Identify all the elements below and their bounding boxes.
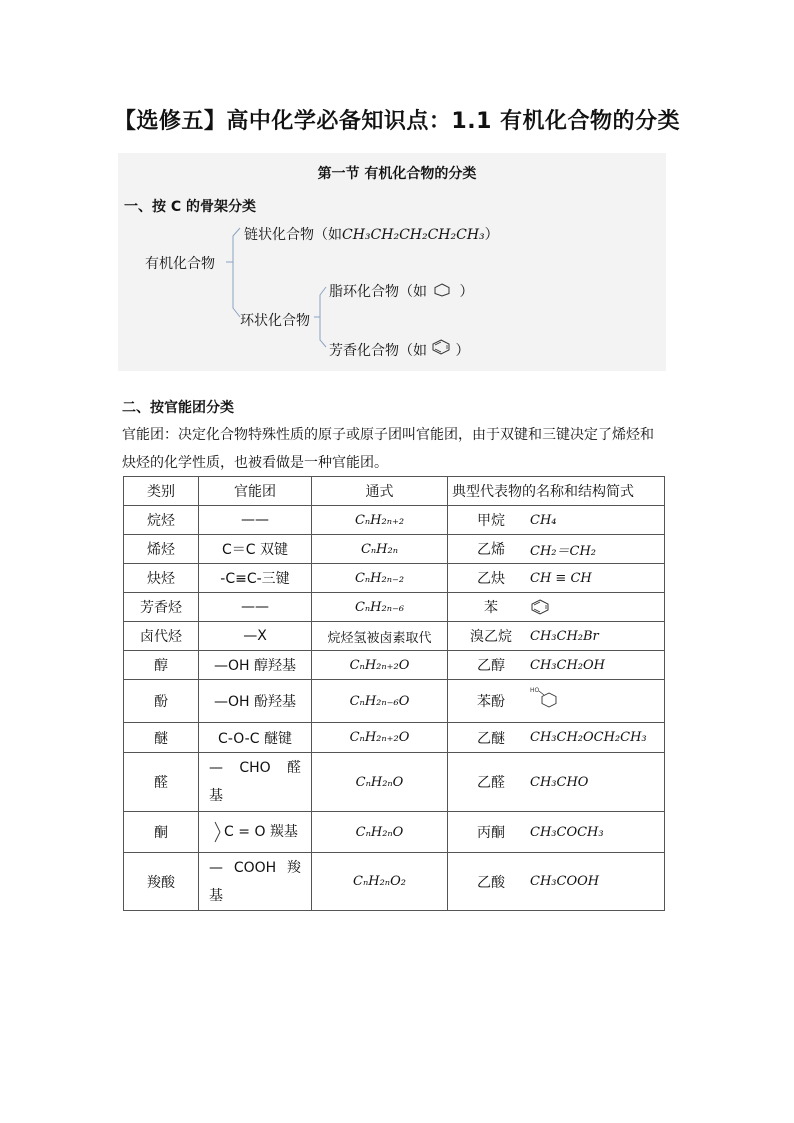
benzene-icon (431, 339, 451, 355)
rep-name: 乙醚 (477, 730, 505, 747)
cell-general: CₙH₂ₙ₋₆O (312, 680, 448, 723)
cell-representative (448, 506, 665, 535)
tree-root: 有机化合物 (145, 256, 215, 272)
rep-formula: CH₃COOH (530, 874, 600, 889)
table-row (124, 651, 665, 680)
cell-representative (448, 723, 665, 753)
rep-name: 乙烯 (477, 542, 505, 558)
rep-name: 苯酚 (477, 694, 505, 710)
rep-name: 乙炔 (477, 571, 505, 587)
cell-category: 烷烃 (124, 506, 199, 535)
rep-name: 甲烷 (477, 513, 505, 529)
cell-category: 羧酸 (124, 853, 199, 911)
table-row (124, 622, 665, 651)
part2-heading: 二、按官能团分类 (122, 400, 234, 416)
cell-representative (448, 651, 665, 680)
cell-category: 醛 (124, 753, 199, 812)
rep-formula: CH₃CH₂OCH₂CH₃ (530, 730, 647, 745)
cell-group: —X (199, 622, 312, 651)
phenol-ho-label: HO (530, 687, 540, 694)
cell-group (199, 753, 312, 812)
functional-group-definition: 官能团：决定化合物特殊性质的原子或原子团叫官能团，由于双键和三键决定了烯烃和炔烃的化学性质，也被看做是一种官能团。 (122, 427, 654, 471)
cell-representative (448, 853, 665, 911)
phenol-structure-icon (530, 685, 560, 709)
cell-category: 卤代烃 (124, 622, 199, 651)
cell-general: CₙH₂ₙ₊₂O (312, 723, 448, 753)
cell-representative (448, 812, 665, 853)
cell-category: 酚 (124, 680, 199, 723)
tree-alicyclic (329, 281, 473, 301)
table-row (124, 593, 665, 622)
rep-name: 溴乙烷 (470, 629, 512, 645)
benzene-icon (530, 599, 550, 615)
group-line-1: — COOH 羧 (209, 859, 301, 876)
group-line-1: — CHO 醛 (209, 760, 301, 776)
table-row (124, 535, 665, 564)
functional-group-table (123, 476, 665, 911)
section-title: 第一节 有机化合物的分类 (317, 166, 477, 182)
rep-formula: CH₄ (530, 512, 557, 528)
cell-group: —OH 醇羟基 (199, 651, 312, 680)
cell-representative (448, 680, 665, 723)
cell-category: 酮 (124, 812, 199, 853)
page-title: 【选修五】高中化学必备知识点：1.1 有机化合物的分类 (113, 109, 681, 134)
rep-formula: CH₃COCH₃ (530, 824, 604, 840)
group-line-2: 基 (209, 788, 223, 804)
table-row (124, 723, 665, 753)
cell-representative (448, 622, 665, 651)
chain-formula: CH₃CH₂CH₂CH₂CH₃ (342, 227, 485, 243)
cyclohexane-icon (433, 283, 451, 297)
cell-general: CₙH₂ₙ₋₂ (312, 564, 448, 593)
rep-name: 苯 (484, 600, 498, 616)
cell-group: C-O-C 醚键 (199, 723, 312, 753)
rep-name: 乙酸 (477, 874, 505, 891)
cell-group (199, 812, 312, 853)
cell-general: CₙH₂ₙO (312, 753, 448, 812)
aromatic-label: 芳香化合物（如 (329, 343, 427, 359)
table-row (124, 506, 665, 535)
rep-formula: CH₂＝CH₂ (530, 543, 596, 559)
cell-group: -C≡C-三键 (199, 564, 312, 593)
rep-formula: CH₃CHO (530, 774, 589, 790)
cell-group: —— (199, 506, 312, 535)
cell-representative (448, 593, 665, 622)
table-row (124, 853, 665, 911)
cell-representative (448, 564, 665, 593)
cell-group: C＝C 双键 (199, 535, 312, 564)
table-row (124, 753, 665, 812)
alicyclic-label: 脂环化合物（如 (329, 284, 427, 300)
cell-representative (448, 535, 665, 564)
tree-ring: 环状化合物 (240, 313, 310, 329)
table-row (124, 680, 665, 723)
rep-name: 乙醛 (477, 775, 505, 791)
rep-name: 乙醇 (477, 658, 505, 674)
cell-group: —— (199, 593, 312, 622)
cell-category: 芳香烃 (124, 593, 199, 622)
carbonyl-bond-icon (212, 820, 224, 844)
carbonyl-label: C = O 羰基 (224, 824, 298, 840)
rep-name: 丙酮 (477, 825, 505, 841)
tree-chain (244, 224, 499, 244)
header-general: 通式 (312, 477, 448, 506)
cell-general: CₙH₂ₙO (312, 812, 448, 853)
cell-category: 醇 (124, 651, 199, 680)
cell-group: —OH 酚羟基 (199, 680, 312, 723)
aromatic-close: ） (455, 343, 470, 359)
cell-general: 烷烃氢被卤素取代 (312, 622, 448, 651)
rep-formula: CH₃CH₂Br (530, 628, 599, 644)
table-header-row (124, 477, 665, 506)
table-row (124, 812, 665, 853)
tree-aromatic (329, 339, 469, 360)
rep-formula: CH ≡ CH (530, 570, 592, 586)
cell-category: 烯烃 (124, 535, 199, 564)
rep-formula: CH₃CH₂OH (530, 657, 605, 673)
part1-heading: 一、按 C 的骨架分类 (124, 199, 257, 215)
cell-general: CₙH₂ₙO₂ (312, 853, 448, 911)
chain-close: ） (484, 227, 499, 243)
group-line-2: 基 (209, 887, 223, 904)
header-category: 类别 (124, 477, 199, 506)
cell-category: 炔烃 (124, 564, 199, 593)
cell-general: CₙH₂ₙ₊₂ (312, 506, 448, 535)
cell-category: 醚 (124, 723, 199, 753)
header-group: 官能团 (199, 477, 312, 506)
table-row (124, 564, 665, 593)
header-representative: 典型代表物的名称和结构简式 (448, 477, 665, 506)
alicyclic-close: ） (459, 284, 474, 300)
cell-general: CₙH₂ₙ₊₂O (312, 651, 448, 680)
cell-general: CₙH₂ₙ₋₆ (312, 593, 448, 622)
cell-group (199, 853, 312, 911)
chain-label: 链状化合物（如 (244, 227, 342, 243)
cell-general: CₙH₂ₙ (312, 535, 448, 564)
cell-representative (448, 753, 665, 812)
